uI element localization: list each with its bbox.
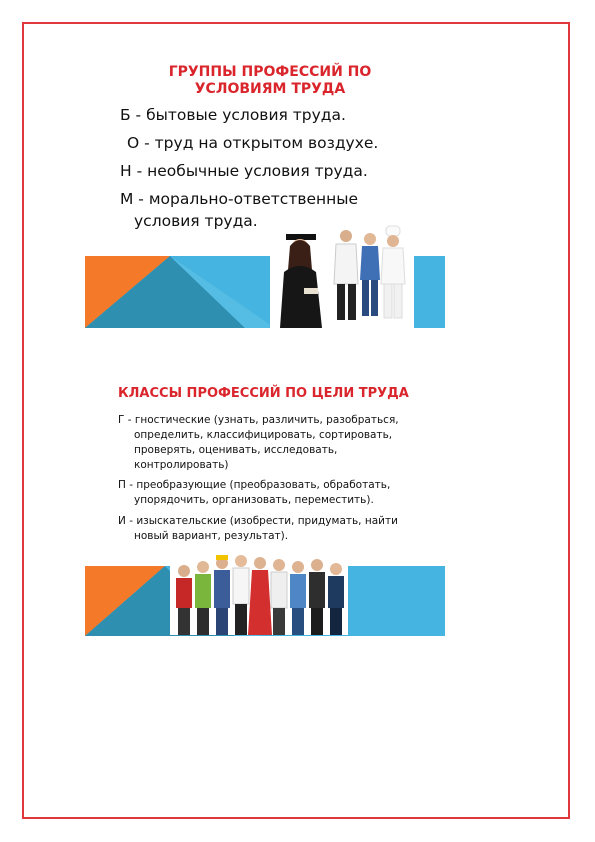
list-item: Г - гностические (узнать, различить, разобраться,	[118, 414, 399, 426]
list-item: определить, классифицировать, сортировать,	[134, 429, 393, 441]
list-item: И - изыскательские (изобрести, придумать, найти	[118, 515, 398, 527]
list-item: О - труд на открытом воздухе.	[127, 134, 379, 152]
graduate-and-workers-photo	[270, 222, 414, 328]
list-item: Б - бытовые условия труда.	[120, 106, 346, 124]
list-item: М - морально-ответственные	[120, 190, 359, 208]
section2-title: КЛАССЫ ПРОФЕССИЙ ПО ЦЕЛИ ТРУДА	[118, 386, 409, 401]
list-item: новый вариант, результат).	[134, 530, 289, 542]
section1-title-line1: ГРУППЫ ПРОФЕССИЙ ПО	[168, 64, 372, 80]
group-of-professionals-photo	[170, 551, 348, 635]
list-item: контролировать)	[134, 459, 229, 471]
section1-title	[120, 64, 420, 98]
section1-title-line2: УСЛОВИЯМ ТРУДА	[194, 81, 346, 97]
list-item: упорядочить, организовать, переместить).	[134, 494, 374, 506]
list-item: проверять, оценивать, исследовать,	[134, 444, 338, 456]
people-illustration	[270, 222, 414, 328]
list-item: П - преобразующие (преобразовать, обработать,	[118, 479, 391, 491]
professionals-illustration	[170, 551, 348, 635]
list-item: Н - необычные условия труда.	[120, 162, 368, 180]
list-item: условия труда.	[134, 212, 258, 230]
